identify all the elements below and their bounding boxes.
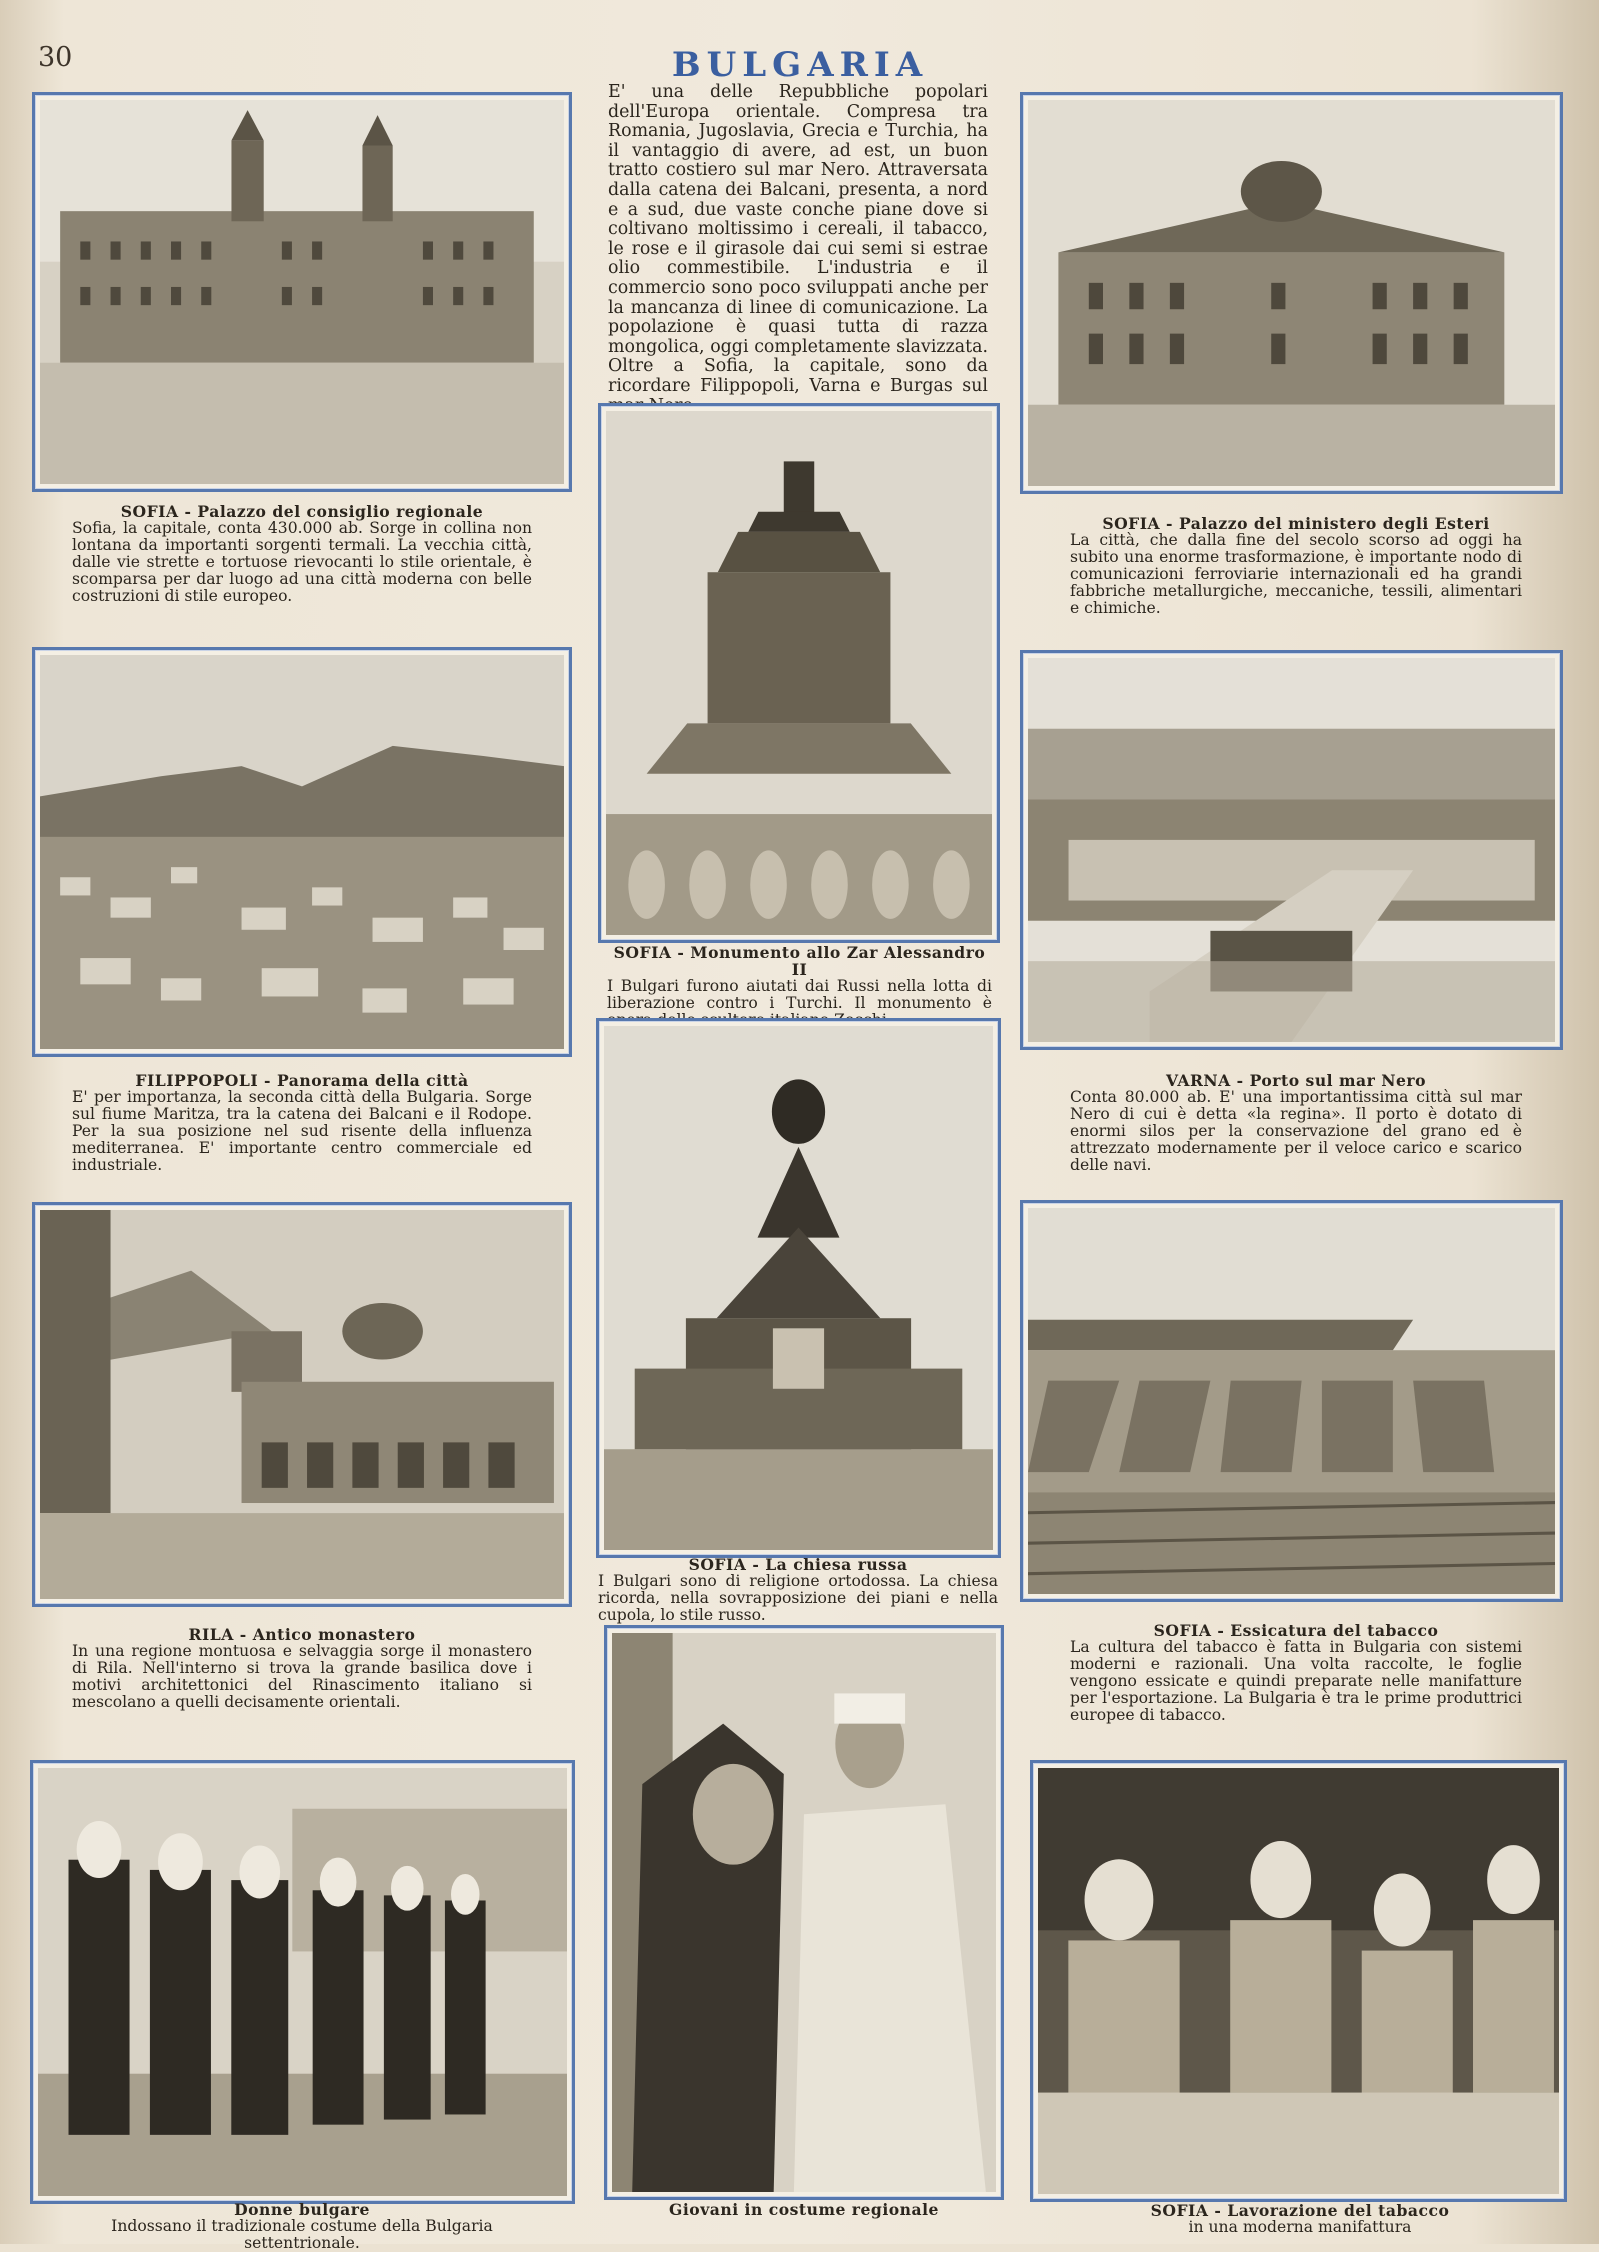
church-caption (598, 1556, 998, 1624)
factory-caption (1050, 2202, 1550, 2236)
palace-caption (72, 503, 532, 605)
caption-text: Indossano il tradizionale costume della Bulgaria settentrionale. (111, 2217, 493, 2252)
page-title: BULGARIA (671, 45, 929, 85)
caption-title: Giovani in costume regionale (669, 2200, 939, 2219)
caption-title: RILA - Antico monastero (188, 1625, 416, 1644)
caption-title: VARNA - Porto sul mar Nero (1165, 1071, 1427, 1090)
caption-text: I Bulgari sono di religione ortodossa. La chiesa ricorda, nella sovrapposizione dei piani e nella cupola, lo stile russo. (598, 1572, 998, 1624)
palace-photo-frame (32, 92, 572, 492)
monastery-caption (72, 1626, 532, 1711)
tobacco-drying-caption (1070, 1622, 1522, 1724)
intro-text: E' una delle Repubbliche popolari dell'Europa orientale. Compresa tra Romania, Jugoslavia, Grecia e Turchia, ha il vantaggio di avere, ad est, un buon tratto costiero sul mar Nero. Attraversata dalla catena dei Balcani, presenta, a nord e a sud, due vaste conche piane dove si coltivano moltissimo i cereali, il tabacco, le rose e il girasole dai cui semi si estrae olio commestibile. L'industria e il commercio sono poco sviluppati anche per la mancanza di linee di comunicazione. La popolazione è quasi tutta di razza mongolica, oggi completamente slavizzata. Oltre a Sofia, la capitale, sono da ricordare Filippopoli, Varna e Burgas sul (608, 82, 988, 396)
caption-text: E' per importanza, la seconda città della Bulgaria. Sorge sul fiume Maritza, tra la catena dei Balcani e il Rodope. Per la sua posizione nel sud risente della influenza mediterranea. E' importante centro commerciale ed industriale. (72, 1088, 532, 1174)
caption-text: in una moderna manifattura (1188, 2218, 1412, 2236)
women-caption (52, 2201, 552, 2252)
monument-caption (607, 944, 992, 1029)
factory-photo (1038, 1768, 1559, 2194)
church-photo-frame (596, 1018, 1001, 1558)
monastery-photo-frame (32, 1202, 572, 1607)
women-photo (38, 1768, 567, 2196)
port-photo-frame (1020, 650, 1563, 1050)
church-photo (604, 1026, 993, 1550)
caption-title: FILIPPOPOLI - Panorama della città (135, 1071, 469, 1090)
caption-title: SOFIA - Essicatura del tabacco (1153, 1621, 1439, 1640)
caption-title: SOFIA - Lavorazione del tabacco (1150, 2201, 1450, 2220)
caption-text: Conta 80.000 ab. E' una importantissima città sul mar Nero di cui è detta «la regina». Il porto è dotato di enormi silos per la conservazione del grano ed è attrezzato modernamente per il veloce carico e scarico delle navi. (1070, 1088, 1522, 1174)
caption-text: In una regione montuosa e selvaggia sorge il monastero di Rila. Nell'interno si trova la grande basilica dove i motivi architettonici del Rinascimento italiano si mescolano a quelli decisamente orientali. (72, 1642, 532, 1711)
caption-text: Sofia, la capitale, conta 430.000 ab. Sorge in collina non lontana da importanti sorgenti termali. La vecchia città, dalle vie strette e tortuose rievocanti lo stile orientale, è scomparsa per dar luogo ad una città moderna con belle costruzioni di stile europeo. (72, 519, 532, 605)
couple-caption (604, 2201, 1004, 2218)
panorama-photo-frame (32, 647, 572, 1057)
factory-photo-frame (1030, 1760, 1567, 2202)
port-caption (1070, 1072, 1522, 1174)
caption-title: SOFIA - Monumento allo Zar Alessandro II (613, 943, 986, 979)
monument-photo (606, 411, 992, 935)
caption-text: La città, che dalla fine del secolo scorso ad oggi ha subito una enorme trasformazione, è importante nodo di comunicazioni ferroviarie internazionali ed ha grandi fabbriche metallurgiche, meccaniche, tessili, alimentari e chimiche. (1070, 531, 1522, 617)
caption-title: Donne bulgare (234, 2200, 370, 2219)
caption-title: SOFIA - Palazzo del consiglio regionale (120, 502, 484, 521)
caption-title: SOFIA - Palazzo del ministero degli Esteri (1102, 514, 1490, 533)
ministry-photo (1028, 100, 1555, 486)
couple-photo (612, 1633, 996, 2192)
page-number: 30 (38, 42, 73, 73)
tobacco-drying-photo-frame (1020, 1200, 1563, 1602)
monument-photo-frame (598, 403, 1000, 943)
port-photo (1028, 658, 1555, 1042)
tobacco-drying-photo (1028, 1208, 1555, 1594)
ministry-caption (1070, 515, 1522, 617)
caption-text: I Bulgari furono aiutati dai Russi nella lotta di liberazione contro i Turchi. Il monumento è (607, 977, 992, 1012)
palace-photo (40, 100, 564, 484)
monastery-photo (40, 1210, 564, 1599)
panorama-photo (40, 655, 564, 1049)
caption-text: La cultura del tabacco è fatta in Bulgaria con sistemi moderni e razionali. Una volta raccolte, le foglie vengono essicate e quindi preparate nelle manifatture per l'esportazione. La Bulgaria è tra le prime produttrici europee di tabacco. (1070, 1638, 1522, 1724)
couple-photo-frame (604, 1625, 1004, 2200)
caption-title: SOFIA - La chiesa russa (688, 1555, 908, 1574)
women-photo-frame (30, 1760, 575, 2204)
panorama-caption (72, 1072, 532, 1174)
ministry-photo-frame (1020, 92, 1563, 494)
